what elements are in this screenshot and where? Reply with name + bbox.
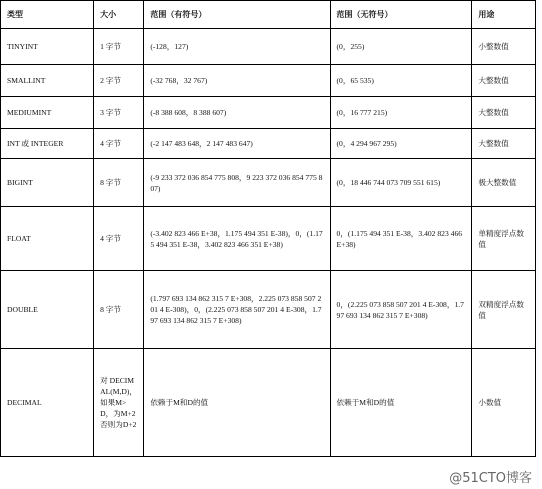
table-row bbox=[1, 271, 536, 349]
unsigned-range-cell: (0，18 446 744 073 709 551 615) bbox=[330, 159, 472, 207]
use-cell: 小数值 bbox=[472, 349, 536, 457]
size-cell: 3 字节 bbox=[94, 97, 144, 129]
header-unsigned-range: 范围（无符号） bbox=[330, 1, 472, 29]
unsigned-range-cell: (0，4 294 967 295) bbox=[330, 129, 472, 159]
signed-range-cell: (1.797 693 134 862 315 7 E+308，2.225 073 858 507 201 4 E-308)，0，(2.225 073 858 507 201 4 E-308，1.797 693 134 862 315 7 E+308) bbox=[144, 271, 330, 349]
size-cell: 4 字节 bbox=[94, 207, 144, 271]
type-cell: TINYINT bbox=[1, 29, 94, 65]
table-row bbox=[1, 29, 536, 65]
type-cell: SMALLINT bbox=[1, 65, 94, 97]
type-cell: DOUBLE bbox=[1, 271, 94, 349]
signed-range-cell: (-128，127) bbox=[144, 29, 330, 65]
use-cell: 小整数值 bbox=[472, 29, 536, 65]
signed-range-cell: (-9 233 372 036 854 775 808，9 223 372 036 854 775 807) bbox=[144, 159, 330, 207]
table-row bbox=[1, 97, 536, 129]
watermark: @51CTO博客 bbox=[449, 471, 532, 486]
table-row bbox=[1, 349, 536, 457]
unsigned-range-cell: 依赖于M和D的值 bbox=[330, 349, 472, 457]
unsigned-range-cell: (0，255) bbox=[330, 29, 472, 65]
signed-range-cell: 依赖于M和D的值 bbox=[144, 349, 330, 457]
size-cell: 2 字节 bbox=[94, 65, 144, 97]
type-cell: FLOAT bbox=[1, 207, 94, 271]
use-cell: 大整数值 bbox=[472, 97, 536, 129]
type-cell: INT 或 INTEGER bbox=[1, 129, 94, 159]
type-cell: DECIMAL bbox=[1, 349, 94, 457]
use-cell: 极大整数值 bbox=[472, 159, 536, 207]
unsigned-range-cell: 0，(1.175 494 351 E-38，3.402 823 466 E+38) bbox=[330, 207, 472, 271]
table-row bbox=[1, 159, 536, 207]
table-row bbox=[1, 207, 536, 271]
signed-range-cell: (-3.402 823 466 E+38，1.175 494 351 E-38)，0，(1.175 494 351 E-38，3.402 823 466 351 E+38) bbox=[144, 207, 330, 271]
use-cell: 双精度浮点数值 bbox=[472, 271, 536, 349]
unsigned-range-cell: (0，16 777 215) bbox=[330, 97, 472, 129]
use-cell: 大整数值 bbox=[472, 65, 536, 97]
header-type: 类型 bbox=[1, 1, 94, 29]
size-cell: 8 字节 bbox=[94, 271, 144, 349]
header-row bbox=[1, 1, 536, 29]
type-cell: BIGINT bbox=[1, 159, 94, 207]
table-row bbox=[1, 129, 536, 159]
signed-range-cell: (-32 768，32 767) bbox=[144, 65, 330, 97]
type-cell: MEDIUMINT bbox=[1, 97, 94, 129]
header-size: 大小 bbox=[94, 1, 144, 29]
table-row bbox=[1, 65, 536, 97]
use-cell: 单精度浮点数值 bbox=[472, 207, 536, 271]
header-use: 用途 bbox=[472, 1, 536, 29]
use-cell: 大整数值 bbox=[472, 129, 536, 159]
size-cell: 1 字节 bbox=[94, 29, 144, 65]
size-cell: 4 字节 bbox=[94, 129, 144, 159]
header-signed-range: 范围（有符号） bbox=[144, 1, 330, 29]
signed-range-cell: (-2 147 483 648，2 147 483 647) bbox=[144, 129, 330, 159]
signed-range-cell: (-8 388 608，8 388 607) bbox=[144, 97, 330, 129]
size-cell: 对 DECIMAL(M,D)，如果M>D，为M+2否则为D+2 bbox=[94, 349, 144, 457]
size-cell: 8 字节 bbox=[94, 159, 144, 207]
unsigned-range-cell: (0，65 535) bbox=[330, 65, 472, 97]
unsigned-range-cell: 0，(2.225 073 858 507 201 4 E-308，1.797 693 134 862 315 7 E+308) bbox=[330, 271, 472, 349]
